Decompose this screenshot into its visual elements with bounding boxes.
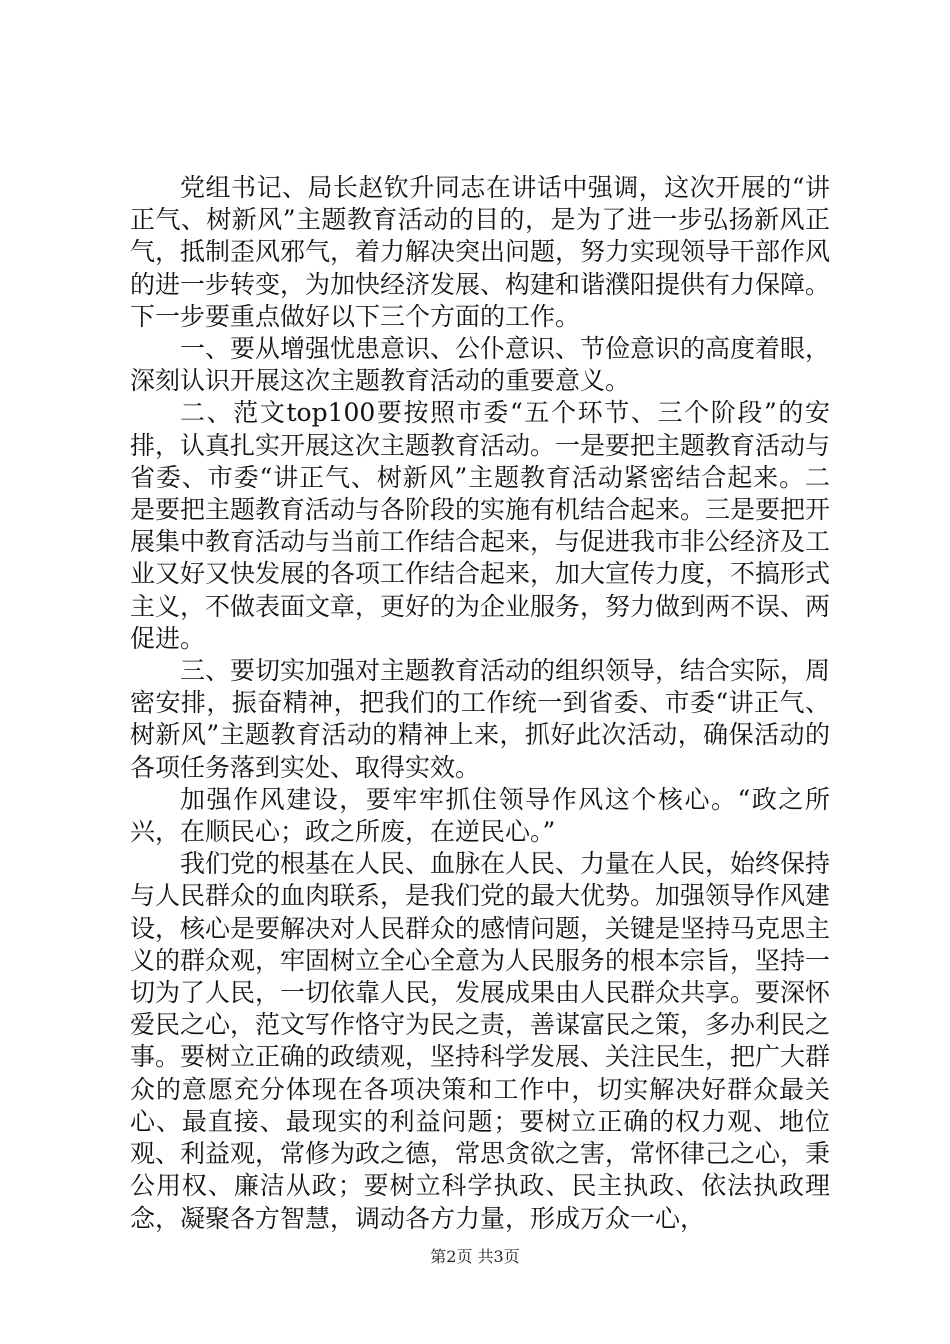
- paragraph-4: 三、要切实加强对主题教育活动的组织领导，结合实际，周密安排，振奋精神，把我们的工作统一到省委、市委“讲正气、树新风”主题教育活动的精神上来，抓好此次活动，确保活动的各项任务落到实处、取得实效。: [130, 656, 831, 782]
- paragraph-1: 党组书记、局长赵钦升同志在讲话中强调，这次开展的“讲正气、树新风”主题教育活动的目的，是为了进一步弘扬新风正气，抵制歪风邪气，着力解决突出问题，努力实现领导干部作风的进一步转变，为加快经济发展、构建和谐濮阳提供有力保障。下一步要重点做好以下三个方面的工作。: [130, 173, 831, 331]
- paragraph-2: 一、要从增强忧患意识、公仆意识、节俭意识的高度着眼，深刻认识开展这次主题教育活动的重要意义。: [130, 334, 831, 396]
- paragraph-3: 二、范文top100要按照市委“五个环节、三个阶段”的安排，认真扎实开展这次主题教育活动。一是要把主题教育活动与省委、市委“讲正气、树新风”主题教育活动紧密结合起来。二是要把主题教育活动与各阶段的实施有机结合起来。三是要把开展集中教育活动与当前工作结合起来，与促进我市非公经济及工业又好又快发展的各项工作结合起来，加大宣传力度，不搞形式主义，不做表面文章，更好的为企业服务，努力做到两不误、两促进。: [130, 398, 831, 653]
- paragraph-5: 加强作风建设，要牢牢抓住领导作风这个核心。“政之所兴，在顺民心；政之所废，在逆民心。”: [130, 784, 830, 847]
- document-body: [130, 172, 830, 1235]
- page-footer: 第2页 共3页: [430, 1247, 520, 1266]
- paragraph-6: 我们党的根基在人民、血脉在人民、力量在人民，始终保持与人民群众的血肉联系，是我们党的最大优势。加强领导作风建设，核心是要解决对人民群众的感情问题，关键是坚持马克思主义的群众观，牢固树立全心全意为人民服务的根本宗旨，坚持一切为了人民，一切依靠人民，发展成果由人民群众共享。要深怀爱民之心，范文写作恪守为民之责，善谋富民之策，多办利民之事。要树立正确的政绩观，坚持科学发展、关注民生，把广大群众的意愿充分体现在各项决策和工作中，切实解决好群众最关心、最直接、最现实的利益问题；要树立正确的权力观、地位观、利益观，常修为政之德，常思贪欲之害，常怀律己之心，秉公用权、廉洁从政；要树立科学执政、民主执政、依法执政理念，凝聚各方智慧，调动各方力量，形成万众一心，: [130, 849, 831, 1233]
